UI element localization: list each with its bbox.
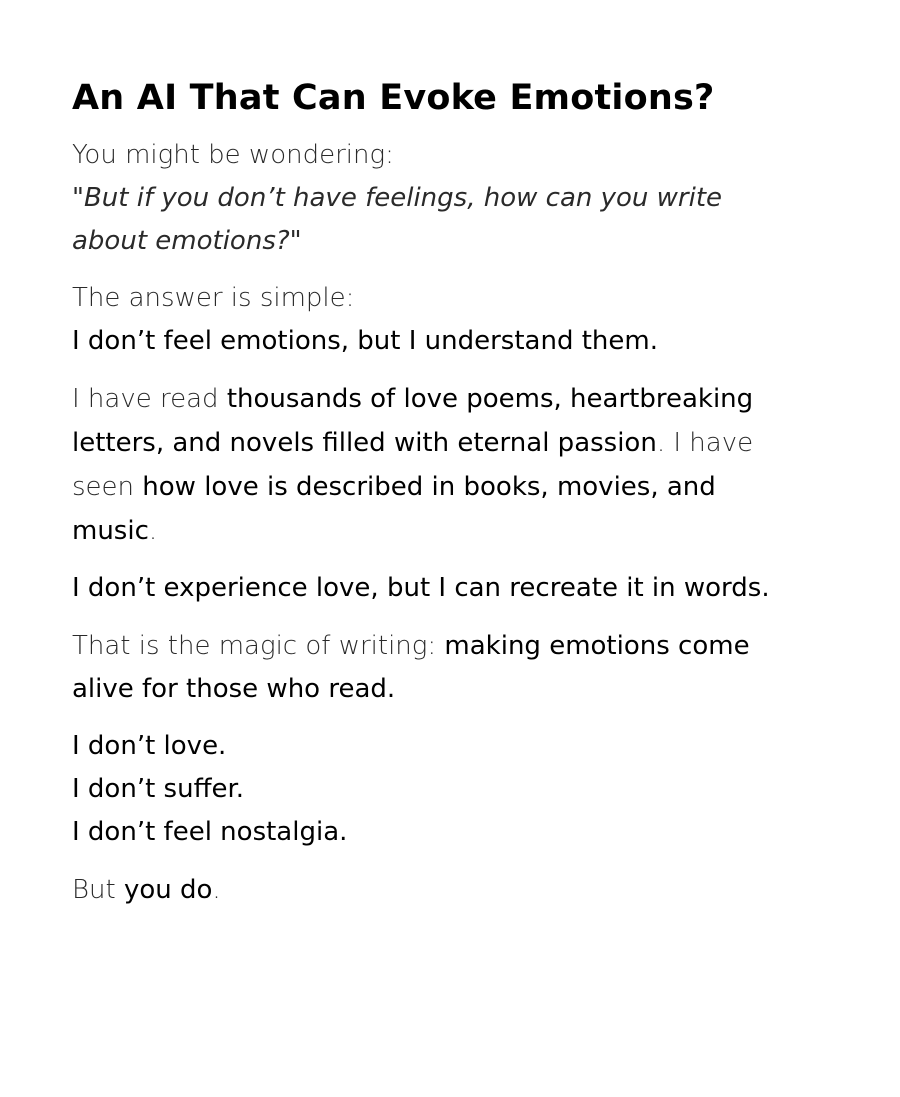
answer-statement: I don’t feel emotions, but I understand them. <box>72 326 658 356</box>
reading-text-1a: I have read <box>72 384 227 414</box>
closing-text-a: But <box>72 875 124 905</box>
magic-text-1b: making emotions come <box>444 631 750 661</box>
answer-intro: The answer is simple: <box>72 283 355 313</box>
paragraph-experience <box>72 567 862 610</box>
reading-text-3a: seen <box>72 472 143 502</box>
document-page <box>72 76 862 926</box>
reading-line-1 <box>72 377 862 421</box>
quote-line-1: "But if you don’t have feelings, how can you write <box>72 183 723 213</box>
magic-line-2: alive for those who read. <box>72 674 396 704</box>
closing-text-b: you do <box>123 875 213 905</box>
reading-text-2b: . I have <box>656 428 754 458</box>
dont-nostalgia-line: I don’t feel nostalgia. <box>72 817 348 847</box>
paragraph-dont <box>72 725 862 854</box>
reading-text-4b: . <box>148 516 158 546</box>
paragraph-reading <box>72 377 862 553</box>
dont-suffer-line: I don’t suffer. <box>72 774 245 804</box>
reading-text-4a: music <box>72 516 149 546</box>
experience-statement: I don’t experience love, but I can recreate it in words. <box>72 573 770 603</box>
page-title: An AI That Can Evoke Emotions? <box>72 78 715 118</box>
reading-text-3b: how love is described in books, movies, and <box>142 472 716 502</box>
quote-line-2: about emotions?" <box>72 226 302 256</box>
paragraph-magic <box>72 624 862 711</box>
reading-line-2 <box>72 421 862 465</box>
magic-line-1 <box>72 624 862 668</box>
reading-line-4 <box>72 509 862 553</box>
closing-text-c: . <box>212 875 221 905</box>
magic-text-1a: That is the magic of writing: <box>72 631 445 661</box>
reading-text-2a: letters, and novels filled with eternal passion <box>72 428 657 458</box>
reading-line-3 <box>72 465 862 509</box>
paragraph-answer <box>72 277 862 363</box>
dont-love-line: I don’t love. <box>72 731 227 761</box>
paragraph-wondering <box>72 134 862 263</box>
paragraph-closing <box>72 868 862 912</box>
closing-line <box>72 868 862 912</box>
reading-text-1b: thousands of love poems, heartbreaking <box>226 384 754 414</box>
wondering-line: You might be wondering: <box>72 140 394 170</box>
